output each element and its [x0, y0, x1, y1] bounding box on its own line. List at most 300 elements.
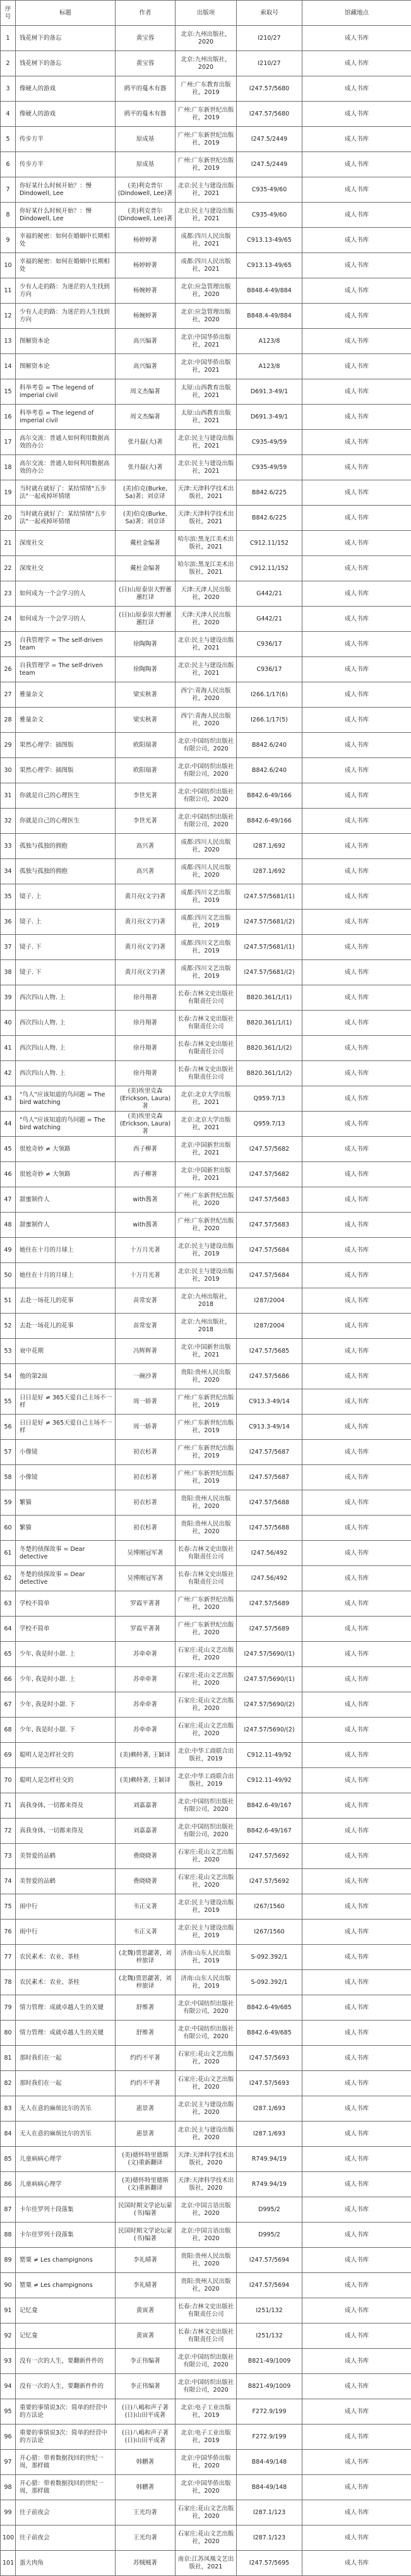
book-publisher: 广州:广东新世纪出版社，2020: [176, 1591, 237, 1617]
book-author: 约约不平著: [116, 2046, 176, 2071]
table-row: [1, 2298, 411, 2324]
book-author: 徐丹翔著: [116, 985, 176, 1011]
book-title: 农民素术：农业、茶桂: [16, 1970, 116, 1995]
book-publisher: 成都:四川人民出版社，2021: [176, 253, 237, 278]
location: 成人书库: [302, 1364, 411, 1389]
call-number: B842.6-49/166: [237, 809, 302, 834]
book-publisher: 天津:天津科学技术出版社，2020: [176, 2147, 237, 2172]
call-number: C935-49/60: [237, 203, 302, 228]
table-row: [1, 2071, 411, 2096]
book-title: 小像镜: [16, 1440, 116, 1465]
book-author: 舒维著: [116, 2021, 176, 2046]
table-row: [1, 203, 411, 228]
table-row: [1, 708, 411, 733]
book-publisher: 南京:江苏凤凰文艺出版社，2021: [176, 2551, 237, 2576]
row-seq: 40: [1, 1011, 16, 1036]
table-row: [1, 1036, 411, 1061]
book-title: 他的第2面: [16, 1364, 116, 1389]
book-publisher: 天津:天津人民出版社，2020: [176, 607, 237, 632]
book-author: 黄宝蓉: [116, 26, 176, 51]
table-row: [1, 1591, 411, 1617]
book-publisher: 广州:广东教育出版社，2019: [176, 76, 237, 102]
row-seq: 54: [1, 1364, 16, 1389]
row-seq: 14: [1, 354, 16, 379]
location: 成人书库: [302, 1440, 411, 1465]
location: 成人书库: [302, 1288, 411, 1314]
table-row: [1, 1743, 411, 1768]
location: 成人书库: [302, 1263, 411, 1288]
row-seq: 64: [1, 1617, 16, 1642]
location: 成人书库: [302, 884, 411, 910]
location: 成人书库: [302, 329, 411, 354]
table-row: [1, 1364, 411, 1389]
book-author: 黄月亮(文字)著: [116, 884, 176, 910]
location: 成人书库: [302, 455, 411, 480]
call-number: C935-49/60: [237, 177, 302, 203]
call-number: I247.57/5683: [237, 1213, 302, 1238]
call-number: I287.1/693: [237, 2096, 302, 2122]
table-row: [1, 1541, 411, 1566]
book-publisher: 石家庄:花山文艺出版社，2020: [176, 1642, 237, 1667]
table-row: [1, 910, 411, 935]
book-publisher: 石家庄:花山文艺出版社，2020: [176, 2500, 237, 2526]
book-author: (北魏)贾思勰著，刘梓旅译: [116, 1945, 176, 1970]
table-row: [1, 1768, 411, 1793]
location: 成人书库: [302, 405, 411, 430]
call-number: B820.361/1/(1): [237, 1011, 302, 1036]
table-row: [1, 1389, 411, 1415]
row-seq: 5: [1, 127, 16, 152]
table-row: [1, 2223, 411, 2248]
book-author: 苏贼贼著: [116, 2551, 176, 2576]
location: 成人书库: [302, 1415, 411, 1440]
row-seq: 71: [1, 1793, 16, 1819]
book-author: 冯辉辉著: [116, 1339, 176, 1364]
book-title: 像硬人的游戏: [16, 76, 116, 102]
call-number: I247.57/5690/(2): [237, 1692, 302, 1718]
row-seq: 93: [1, 2349, 16, 2374]
location: 成人书库: [302, 379, 411, 405]
location: 成人书库: [302, 783, 411, 809]
book-author: 罗霞平著著: [116, 1591, 176, 1617]
location: 成人书库: [302, 2374, 411, 2399]
book-author: 十万月光著: [116, 1263, 176, 1288]
table-row: [1, 1112, 411, 1137]
table-row: [1, 2324, 411, 2349]
book-author: 高兴编著: [116, 354, 176, 379]
book-title: 冬楚的侦探故事 = Dear detective: [16, 1566, 116, 1591]
location: 成人书库: [302, 1617, 411, 1642]
table-row: [1, 632, 411, 657]
column-header-publisher: 出版项: [176, 1, 237, 26]
location: 成人书库: [302, 2147, 411, 2172]
book-title: 没有一次的人生，要翻新件件的: [16, 2349, 116, 2374]
book-title: 雨中行: [16, 1894, 116, 1920]
book-author: (日)八嶋和声子著(日)山田平成著: [116, 2425, 176, 2450]
row-seq: 73: [1, 1844, 16, 1869]
location: 成人书库: [302, 1061, 411, 1086]
location: 成人书库: [302, 960, 411, 985]
call-number: B842.6-49/167: [237, 1793, 302, 1819]
book-publisher: 北京:中国纺织出版社有限公司，2020: [176, 2021, 237, 2046]
call-number: I287/2004: [237, 1314, 302, 1339]
location: 成人书库: [302, 859, 411, 884]
book-author: 初衣杉著: [116, 1516, 176, 1541]
call-number: B820.361/1/(2): [237, 1036, 302, 1061]
book-publisher: 太原:山西教育出版社，2021: [176, 379, 237, 405]
location: 成人书库: [302, 2223, 411, 2248]
location: 成人书库: [302, 2096, 411, 2122]
row-seq: 92: [1, 2324, 16, 2349]
book-author: 鸥平的蔓木有器: [116, 76, 176, 102]
book-author: 苗常安著: [116, 1314, 176, 1339]
call-number: F272.9/199: [237, 2399, 302, 2425]
location: 成人书库: [302, 152, 411, 177]
book-title: 科举考卷 = The legend of imperial civil: [16, 379, 116, 405]
call-number: I247.57/5681/(2): [237, 910, 302, 935]
table-row: [1, 51, 411, 76]
call-number: B821-49/1009: [237, 2374, 302, 2399]
table-row: [1, 1869, 411, 1894]
location: 成人书库: [302, 102, 411, 127]
book-title: 记忆龛: [16, 2298, 116, 2324]
location: 成人书库: [302, 253, 411, 278]
table-row: [1, 1086, 411, 1112]
book-publisher: 北京:中国华侨出版社，2021: [176, 354, 237, 379]
location: 成人书库: [302, 480, 411, 506]
book-title: 开心猎：带着数据找回的世纪一周，那样做: [16, 2450, 116, 2475]
book-title: 甜蜜制作人: [16, 1213, 116, 1238]
book-title: 镜子. 下: [16, 960, 116, 985]
book-publisher: 北京:民主与建设出版社，2019: [176, 1894, 237, 1920]
book-title: 聪明人是怎样社交的: [16, 1743, 116, 1768]
book-title: 图解资本论: [16, 354, 116, 379]
row-seq: 89: [1, 2248, 16, 2273]
book-author: (美)伯克(Burke, Sa)著；刘京译: [116, 506, 176, 531]
table-row: [1, 2450, 411, 2475]
book-title: 那时我们在一起: [16, 2071, 116, 2096]
book-publisher: 广州:广东新世纪出版社，2019: [176, 1389, 237, 1415]
location: 成人书库: [302, 1869, 411, 1894]
row-seq: 22: [1, 556, 16, 581]
call-number: I266.1/17(5): [237, 708, 302, 733]
book-author: 徐丹翔著: [116, 1061, 176, 1086]
call-number: S-092.392/1: [237, 1970, 302, 1995]
call-number: I247.57/5687: [237, 1440, 302, 1465]
call-number: I247.57/5681/(1): [237, 884, 302, 910]
book-author: 一碗沙著: [116, 1364, 176, 1389]
table-row: [1, 304, 411, 329]
table-row: [1, 26, 411, 51]
book-publisher: 长春:吉林文史出版社有限责任公司: [176, 2298, 237, 2324]
location: 成人书库: [302, 2425, 411, 2450]
row-seq: 16: [1, 405, 16, 430]
table-row: [1, 809, 411, 834]
table-row: [1, 379, 411, 405]
table-row: [1, 2475, 411, 2500]
book-author: with酱著: [116, 1213, 176, 1238]
table-row: [1, 228, 411, 253]
location: 成人书库: [302, 1743, 411, 1768]
book-author: 舒维著: [116, 1995, 176, 2021]
table-row: [1, 2197, 411, 2223]
call-number: I210/27: [237, 26, 302, 51]
call-number: I247.57/5685: [237, 1339, 302, 1364]
book-title: 果然心理学：插图版: [16, 758, 116, 783]
book-author: 李正伟编著: [116, 2349, 176, 2374]
row-seq: 9: [1, 228, 16, 253]
call-number: I287.1/123: [237, 2526, 302, 2551]
call-number: I287.1/692: [237, 834, 302, 859]
book-title: 当时就在就好了：某结情绪"五步法"一起戒掉坏情绪: [16, 480, 116, 506]
book-publisher: 北京:应急管理出版社，2020: [176, 304, 237, 329]
row-seq: 61: [1, 1541, 16, 1566]
book-publisher: 北京:中国华侨出版社，2020: [176, 2475, 237, 2500]
call-number: I247.57/5690/(1): [237, 1642, 302, 1667]
call-number: I267/1560: [237, 1894, 302, 1920]
row-seq: 65: [1, 1642, 16, 1667]
book-title: 幸福的秘密：如何在婚姻中长期相处: [16, 253, 116, 278]
column-header-title: 标题: [16, 1, 116, 26]
book-publisher: 长春:吉林文史出版社有限责任公司: [176, 1541, 237, 1566]
call-number: I247.57/5694: [237, 2273, 302, 2298]
call-number: I287.1/692: [237, 859, 302, 884]
row-seq: 67: [1, 1692, 16, 1718]
book-title: 自我管理学 = The self-driven team: [16, 632, 116, 657]
book-title: 西次四山人物. 上: [16, 1036, 116, 1061]
book-title: 西次四山人物. 上: [16, 985, 116, 1011]
table-row: [1, 1844, 411, 1869]
book-author: (美)利克普尔(Dindowell, Lee)著: [116, 203, 176, 228]
call-number: I247.57/5682: [237, 1162, 302, 1187]
location: 成人书库: [302, 1162, 411, 1187]
call-number: I247.57/5684: [237, 1238, 302, 1263]
book-publisher: 北京:九州出版社，2020: [176, 26, 237, 51]
book-author: 高兴编著: [116, 329, 176, 354]
book-publisher: 成都:四川文艺出版社，2019: [176, 960, 237, 985]
call-number: I247.57/5683: [237, 1187, 302, 1213]
table-row: [1, 1213, 411, 1238]
table-row: [1, 405, 411, 430]
table-row: [1, 430, 411, 455]
call-number: I251/132: [237, 2324, 302, 2349]
book-author: 杨婉婷著: [116, 304, 176, 329]
location: 成人书库: [302, 304, 411, 329]
location: 成人书库: [302, 1566, 411, 1591]
book-author: (美)赖特著, 王颖译: [116, 1743, 176, 1768]
book-publisher: 哈尔滨:黑龙江美术出版社，2021: [176, 531, 237, 556]
location: 成人书库: [302, 1793, 411, 1819]
book-publisher: 石家庄:花山文艺出版社，2020: [176, 2071, 237, 2096]
book-title: 雅量杂文: [16, 708, 116, 733]
book-title: 冬楚的侦探故事 = Dear detective: [16, 1541, 116, 1566]
row-seq: 36: [1, 910, 16, 935]
book-title: "鸟人"应该知道的鸟问题 = The bird watching: [16, 1086, 116, 1112]
call-number: I247.57/5692: [237, 1869, 302, 1894]
row-seq: 98: [1, 2475, 16, 2500]
book-title: 农民素术：农业、茶桂: [16, 1945, 116, 1970]
row-seq: 46: [1, 1162, 16, 1187]
table-row: [1, 1718, 411, 1743]
location: 成人书库: [302, 1970, 411, 1995]
table-row: [1, 2399, 411, 2425]
call-number: I247.57/5694: [237, 2248, 302, 2273]
row-seq: 59: [1, 1490, 16, 1516]
book-title: 美智爱的品鹤: [16, 1869, 116, 1894]
row-seq: 63: [1, 1591, 16, 1617]
book-publisher: 北京:中国华侨出版社，2021: [176, 329, 237, 354]
table-row: [1, 1465, 411, 1490]
table-row: [1, 581, 411, 607]
book-title: 传步方半: [16, 152, 116, 177]
call-number: I247.57/5689: [237, 1591, 302, 1617]
book-publisher: 北京:民主与建设出版社，2020: [176, 2122, 237, 2147]
call-number: I287.1/693: [237, 2122, 302, 2147]
table-row: [1, 1061, 411, 1086]
book-author: 初衣杉著: [116, 1440, 176, 1465]
book-title: 重要的事情说3次：简单的经营中的方法论: [16, 2425, 116, 2450]
row-seq: 75: [1, 1894, 16, 1920]
book-author: 黄寅著: [116, 2298, 176, 2324]
book-publisher: 济南:山东人民出版社，2019: [176, 1970, 237, 1995]
book-author: 徐陶陶著: [116, 657, 176, 682]
row-seq: 52: [1, 1314, 16, 1339]
row-seq: 86: [1, 2172, 16, 2197]
call-number: C912.11/152: [237, 531, 302, 556]
row-seq: 4: [1, 102, 16, 127]
book-publisher: 长春:吉林文史出版社有限责任公司: [176, 985, 237, 1011]
book-title: 往子前夜会: [16, 2526, 116, 2551]
location: 成人书库: [302, 1086, 411, 1112]
location: 成人书库: [302, 556, 411, 581]
column-header-location: 馆藏地点: [302, 1, 411, 26]
book-publisher: 成都:四川人民出版社，2020: [176, 834, 237, 859]
book-title: 高尔交流：普通人如何利用数据高效的办公: [16, 455, 116, 480]
book-publisher: 北京:中国纺织出版社有限公司，2020: [176, 783, 237, 809]
call-number: F272.9/199: [237, 2425, 302, 2450]
call-number: I247.57/5693: [237, 2071, 302, 2096]
book-title: 你好某什么时候开始？：慢Dindowell, Lee: [16, 177, 116, 203]
book-publisher: 北京:民主与建设出版社，2021: [176, 177, 237, 203]
book-title: 无人在意的麻烦比尔的苦乐: [16, 2122, 116, 2147]
book-title: 真我身体, 一切都来得及: [16, 1793, 116, 1819]
book-title: 钱花树下的备忘: [16, 26, 116, 51]
table-row: [1, 1162, 411, 1187]
book-author: 刘嘉嘉著: [116, 1819, 176, 1844]
book-author: 韦正义著: [116, 1920, 176, 1945]
book-title: 西次四山人物. 上: [16, 1061, 116, 1086]
book-title: 很尬奇妙 ≠ 大领路: [16, 1137, 116, 1162]
book-author: 黄寅著: [116, 2324, 176, 2349]
table-row: [1, 682, 411, 708]
row-seq: 35: [1, 884, 16, 910]
book-author: 原成基: [116, 127, 176, 152]
book-author: 周一娇著: [116, 1415, 176, 1440]
table-row: [1, 1314, 411, 1339]
row-seq: 13: [1, 329, 16, 354]
book-author: 罗霞平著著: [116, 1617, 176, 1642]
book-author: 徐陶陶著: [116, 632, 176, 657]
table-row: [1, 1566, 411, 1591]
book-title: 少年, 我是时小甜. 上: [16, 1667, 116, 1692]
book-title: 开心猎：带着数据找回的世纪一周，那样做: [16, 2475, 116, 2500]
location: 成人书库: [302, 76, 411, 102]
location: 成人书库: [302, 2172, 411, 2197]
location: 成人书库: [302, 430, 411, 455]
location: 成人书库: [302, 1011, 411, 1036]
book-author: 西子柳著: [116, 1137, 176, 1162]
book-publisher: 北京:民主与建设出版社，2019: [176, 1920, 237, 1945]
table-row: [1, 152, 411, 177]
book-author: 李世光著: [116, 783, 176, 809]
table-row: [1, 2122, 411, 2147]
book-title: 学校不简单: [16, 1591, 116, 1617]
location: 成人书库: [302, 2475, 411, 2500]
book-title: 深度社交: [16, 531, 116, 556]
row-seq: 78: [1, 1970, 16, 1995]
call-number: I247.57/5688: [237, 1490, 302, 1516]
book-title: 学校不简单: [16, 1617, 116, 1642]
location: 成人书库: [302, 1465, 411, 1490]
location: 成人书库: [302, 2349, 411, 2374]
row-seq: 51: [1, 1288, 16, 1314]
row-seq: 101: [1, 2551, 16, 2576]
book-title: 图解资本论: [16, 329, 116, 354]
row-seq: 33: [1, 834, 16, 859]
book-publisher: 北京:中华工商联合出版社，2019: [176, 1743, 237, 1768]
book-publisher: 北京:应急管理出版社，2020: [176, 278, 237, 304]
call-number: I247.57/5681/(1): [237, 935, 302, 960]
book-author: 苗常安著: [116, 1288, 176, 1314]
table-row: [1, 2374, 411, 2399]
book-publisher: 北京:中国言语出版社，2020: [176, 2197, 237, 2223]
row-seq: 53: [1, 1339, 16, 1364]
table-row: [1, 1970, 411, 1995]
location: 成人书库: [302, 2071, 411, 2096]
table-row: [1, 1692, 411, 1718]
book-author: 韦正义著: [116, 1894, 176, 1920]
row-seq: 3: [1, 76, 16, 102]
book-author: 杨婉婷著: [116, 278, 176, 304]
book-title: 情力管理：成就卓越人生的关键: [16, 1995, 116, 2021]
book-publisher: 广州:广东新世纪出版社，2019: [176, 127, 237, 152]
call-number: I247.56/492: [237, 1541, 302, 1566]
location: 成人书库: [302, 1844, 411, 1869]
call-number: I247.57/5688: [237, 1516, 302, 1541]
location: 成人书库: [302, 177, 411, 203]
book-author: 梁实秋著: [116, 682, 176, 708]
book-title: 无人在意的麻烦比尔的苦乐: [16, 2096, 116, 2122]
book-author: (美)埃里克森(Erickson, Laura)著: [116, 1086, 176, 1112]
row-seq: 28: [1, 708, 16, 733]
book-publisher: 哈尔滨:黑龙江美术出版社，2021: [176, 556, 237, 581]
location: 成人书库: [302, 1187, 411, 1213]
book-publisher: 天津:天津科学技术出版社，2021: [176, 506, 237, 531]
book-title: 去赴一场花儿的花事: [16, 1314, 116, 1339]
call-number: C936/17: [237, 632, 302, 657]
book-author: 刘嘉嘉著: [116, 1793, 176, 1819]
call-number: I247.57/5680: [237, 76, 302, 102]
book-author: (美)利克普尔(Dindowell, Lee)著: [116, 177, 176, 203]
book-publisher: 北京:中国言语出版社，2020: [176, 2223, 237, 2248]
book-author: 惠景著: [116, 2122, 176, 2147]
book-author: (日)山原泰崇大野蕙蕙红译: [116, 607, 176, 632]
book-publisher: 天津:天津科学技术出版社，2020: [176, 2172, 237, 2197]
book-title: 往子前夜会: [16, 2500, 116, 2526]
book-author: (北魏)贾思勰著，刘梓旅译: [116, 1970, 176, 1995]
book-title: 镜子. 下: [16, 935, 116, 960]
book-title: 聪明人是怎样社交的: [16, 1768, 116, 1793]
